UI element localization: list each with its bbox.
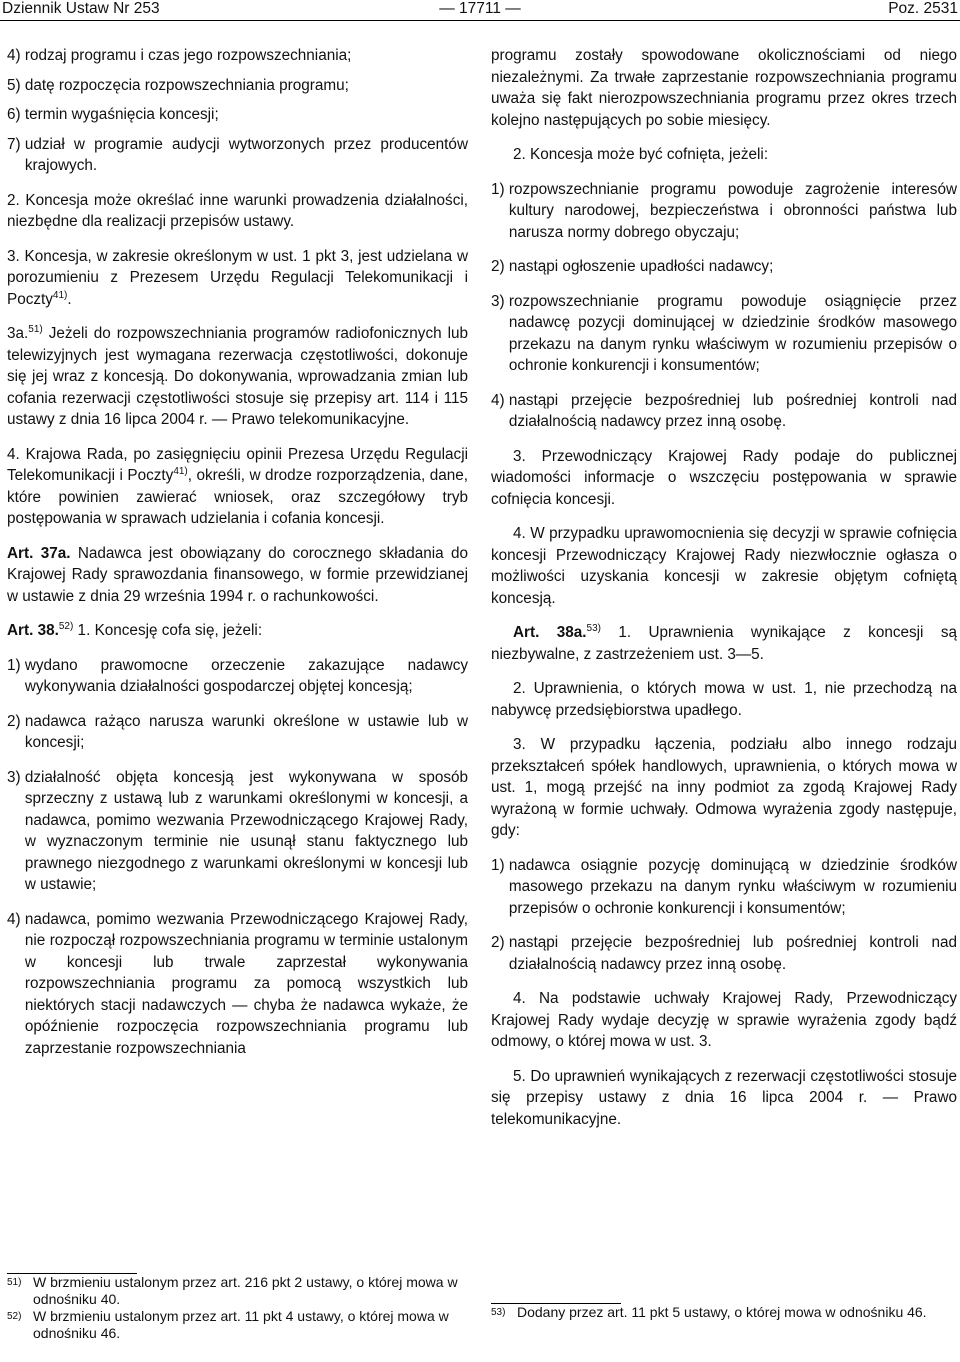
header-rule [0, 20, 960, 21]
paragraph: 4. Krajowa Rada, po zasięgnięciu opinii Prezesa Urzędu Regulacji Telekomunikacji i Poczty$^{41)}$, określi, w drodze rozporządzenia, dane, które powinien zawierać wniosek, oraz szczegółowy tryb postępowania w sprawach udzielania i cofania koncesji. [7, 445, 468, 527]
list-item: 3) rozpowszechnianie programu powoduje osiągnięcie przez nadawcę pozycji dominującej w dziedzinie środków masowego przekazu na danym rynku właściwym w rozumieniu przepisów o ochronie konkurencji i konsumentów; [491, 292, 957, 374]
paragraph: 3. Przewodniczący Krajowej Rady podaje do publicznej wiadomości informacje o wszczęciu postępowania w sprawie cofnięcia koncesji. [491, 447, 957, 508]
footnote-52: 52) W brzmieniu ustalonym przez art. 11 pkt 4 ustawy, o której mowa w odnośniku 46. [7, 1308, 449, 1341]
list-item: 3) działalność objęta koncesją jest wykonywana w sposób sprzeczny z ustawą lub z warunkami określonymi w koncesji, a nadawca, pomimo wezwania Przewodniczącego Krajowej Rady, w wyznaczonym terminie nie usunął stanu faktycznego lub prawnego niezgodnego z warunkami określonymi w koncesji lub w ustawie; [7, 768, 468, 893]
list-item: 4) nadawca, pomimo wezwania Przewodniczącego Krajowej Rady, nie rozpoczął rozpowszechniania programu w terminie ustalonym w koncesji lub trwale zaprzestał wykonywania rozpowszechniania programu za pomocą wszystkich lub niektórych stacji nadawczych — chyba że nadawca wykaże, że opóźnienie rozpoczęcia rozpowszechniania programu lub zaprzestanie rozpowszechniania [7, 910, 468, 1057]
right-column [491, 45, 957, 1130]
article-37a: Art. 37a. Nadawca jest obowiązany do corocznego składania do Krajowej Rady sprawozdania finansowego, w formie przewidzianej w ustawie z dnia 29 września 1994 r. o rachunkowości. [7, 544, 468, 605]
right-footnotes [491, 1303, 957, 1321]
list-item: 7) udział w programie audycji wytworzonych przez producentów krajowych. [7, 135, 468, 174]
list-item: 2) nadawca rażąco narusza warunki określone w ustawie lub w koncesji; [7, 712, 468, 751]
paragraph: 4. W przypadku uprawomocnienia się decyzji w sprawie cofnięcia koncesji Przewodniczący Krajowej Rady niezwłocznie ogłasza o możliwości uzyskania koncesji w zakresie objętym cofniętą koncesją. [491, 525, 957, 607]
paragraph: 4. Na podstawie uchwały Krajowej Rady, Przewodniczący Krajowej Rady wydaje decyzję w sprawie wyrażenia zgody bądź odmowy, o której mowa w ust. 3. [491, 990, 957, 1050]
paragraph: 2. Uprawnienia, o których mowa w ust. 1, nie przechodzą na nabywcę przedsiębiorstwa upadłego. [491, 680, 957, 719]
page-number: — 17711 — [439, 0, 521, 17]
journal-title: Dziennik Ustaw Nr 253 [2, 0, 160, 17]
paragraph: 2. Koncesja może określać inne warunki prowadzenia działalności, niezbędne dla realizacji przepisów ustawy. [7, 191, 468, 230]
list-item: 1) rozpowszechnianie programu powoduje zagrożenie interesów kultury narodowej, bezpieczeństwa i obronności państwa lub narusza normy dobrego obyczaju; [491, 180, 957, 241]
list-item: 1) wydano prawomocne orzeczenie zakazujące nadawcy wykonywania działalności gospodarczej objętej koncesją; [7, 656, 468, 695]
list-item: 4) nastąpi przejęcie bezpośredniej lub pośredniej kontroli nad działalnością nadawcy przez inną osobę. [491, 391, 957, 430]
list-item: 5) datę rozpoczęcia rozpowszechniania programu; [7, 76, 349, 94]
article-38a: Art. 38a.$^{53)}$ 1. Uprawnienia wynikające z koncesji są niezbywalne, z zastrzeżeniem ust. 3—5. [491, 623, 957, 663]
position-number: Poz. 2531 [888, 0, 958, 17]
paragraph: 5. Do uprawnień wynikających z rezerwacji częstotliwości stosuje się przepisy ustawy z dnia 16 lipca 2004 r. — Prawo telekomunikacyjne. [491, 1067, 957, 1128]
footnote-51: 51) W brzmieniu ustalonym przez art. 216 pkt 2 ustawy, o której mowa w odnośniku 40. [7, 1274, 458, 1307]
page-header [0, 0, 960, 22]
footnote-53: 53) Dodany przez art. 11 pkt 5 ustawy, o której mowa w odnośniku 46. [491, 1304, 927, 1320]
paragraph: 3. Koncesja, w zakresie określonym w ust. 1 pkt 3, jest udzielana w porozumieniu z Prezesem Urzędu Regulacji Telekomunikacji i Poczty$^{41)}$. [7, 247, 468, 308]
paragraph: 2. Koncesja może być cofnięta, jeżeli: [513, 146, 769, 163]
left-footnotes [7, 1273, 468, 1342]
list-item: 4) rodzaj programu i czas jego rozpowszechniania; [7, 47, 352, 64]
list-item: 1) nadawca osiągnie pozycję dominującą w dziedzinie środków masowego przekazu na danym rynku właściwym w rozumieniu przepisów o ochronie konkurencji i konsumentów; [491, 856, 957, 917]
list-item: 2) nastąpi ogłoszenie upadłości nadawcy; [491, 258, 774, 275]
paragraph: 3a.$^{51)}$ Jeżeli do rozpowszechniania programów radiofonicznych lub telewizyjnych jest wymagana rezerwacja częstotliwości, dokonuje się jej wraz z koncesją. Do dokonywania, wprowadzania zmian lub cofania rezerwacji częstotliwości stosuje się przepisy art. 114 i 115 ustawy z dnia 16 lipca 2004 r. — Prawo telekomunikacyjne. [7, 324, 468, 428]
list-item: 2) nastąpi przejęcie bezpośredniej lub pośredniej kontroli nad działalnością nadawcy przez inną osobę. [491, 934, 957, 973]
left-column [7, 45, 468, 1059]
list-item: 6) termin wygaśnięcia koncesji; [7, 106, 219, 123]
paragraph: programu zostały spowodowane okolicznościami od niego niezależnymi. Za trwałe zaprzestanie rozpowszechniania programu uważa się fakt nierozpowszechniania programu przez okres trzech kolejno następujących po sobie miesięcy. [491, 47, 957, 129]
article-38: Art. 38.$^{52)}$ 1. Koncesję cofa się, jeżeli: [7, 621, 263, 639]
paragraph: 3. W przypadku łączenia, podziału albo innego rodzaju przekształceń spółek handlowych, uprawnienia, o których mowa w ust. 1, mogą przejść na inny podmiot za zgodą Krajowej Rady wyrażoną w formie uchwały. Odmowa wyrażenia zgody następuje, gdy: [491, 736, 957, 839]
